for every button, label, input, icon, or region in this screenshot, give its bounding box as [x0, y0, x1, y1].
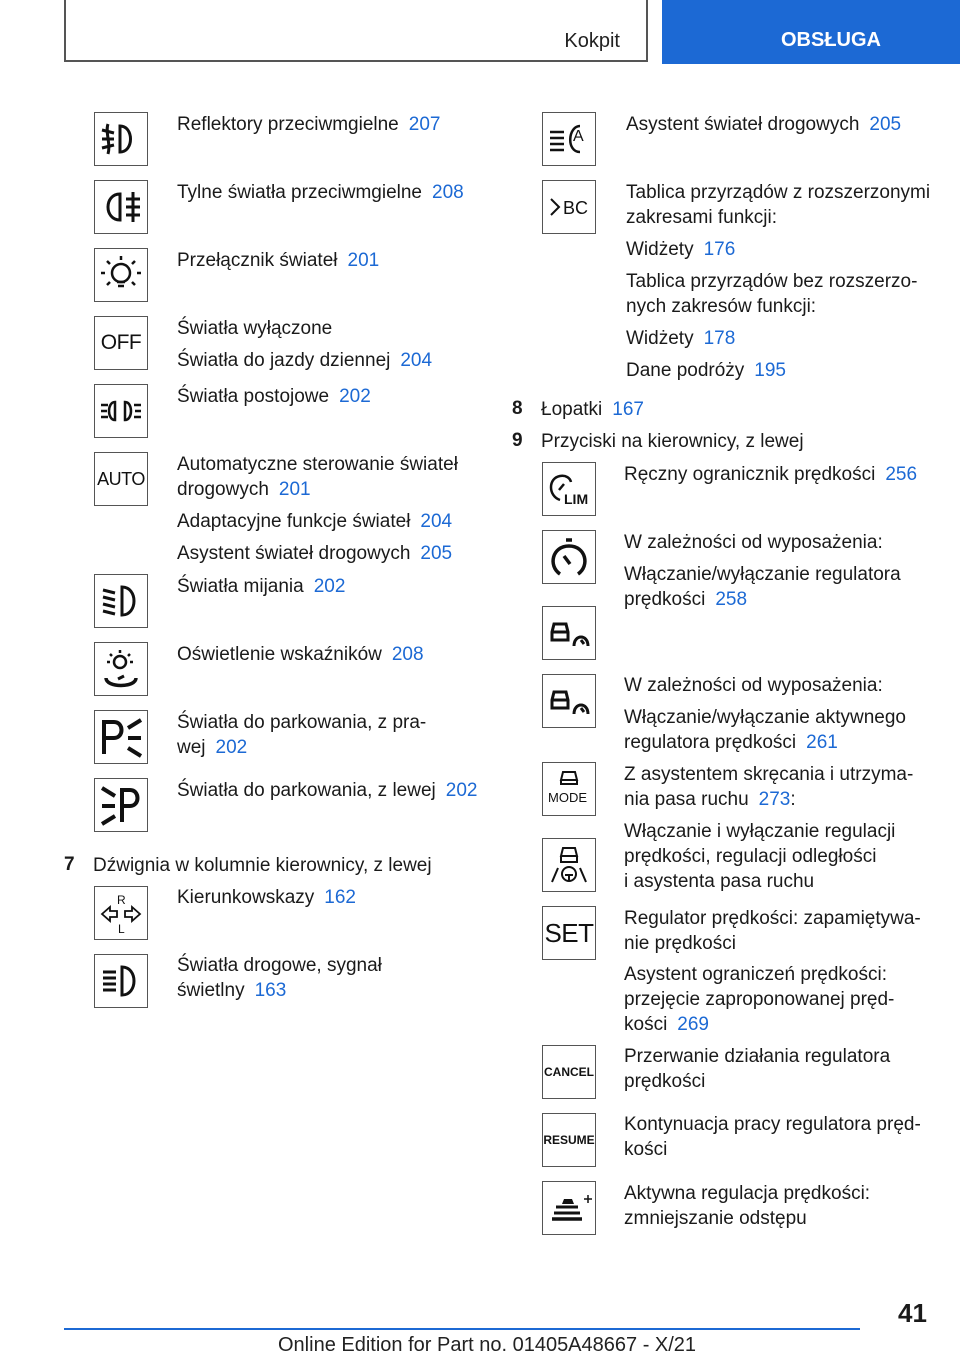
header-frame — [64, 0, 648, 62]
page-ref-link[interactable]: 204 — [420, 511, 453, 532]
text-line: Przerwanie działania regulatora — [624, 1046, 891, 1067]
cruise-car-icon — [542, 606, 596, 660]
page-ref-link[interactable]: 207 — [408, 114, 441, 135]
page-ref-link[interactable]: 202 — [215, 737, 248, 758]
text-line: prędkości — [624, 1071, 706, 1092]
text-line: Asystent świateł drogowych 205 — [626, 114, 902, 135]
svg-text:A: A — [573, 128, 584, 145]
page-ref-link[interactable]: 269 — [677, 1014, 709, 1035]
text-line: Automatyczne sterowanie świateł — [177, 454, 458, 475]
text-line: Oświetlenie wskaźników 208 — [177, 644, 424, 665]
text-line: kości — [624, 1139, 668, 1160]
page-ref-link[interactable]: 205 — [420, 543, 453, 564]
rear-fog-light-icon — [94, 180, 148, 234]
cancel-button-icon: CANCEL — [542, 1045, 596, 1099]
text-line: drogowych 201 — [177, 479, 311, 500]
resume-button-icon: RESUME — [542, 1113, 596, 1167]
parking-light-icon — [94, 384, 148, 438]
lights-off-icon: OFF — [94, 316, 148, 370]
page-ref-link[interactable]: 162 — [324, 887, 356, 908]
bc-button-icon — [542, 180, 596, 234]
item-title: Przyciski na kierownicy, z lewej — [541, 431, 804, 452]
text-line: zakresami funkcji: — [626, 207, 777, 228]
page-ref-link[interactable]: 256 — [885, 464, 918, 485]
text-line: Widżety 178 — [626, 328, 736, 349]
text-line: Kierunkowskazy 162 — [177, 887, 356, 908]
page-ref-link[interactable]: 261 — [806, 732, 838, 753]
text-line: prędkości, regulacji odległości — [624, 846, 877, 867]
text-line: nych zakresów funkcji: — [626, 296, 817, 317]
text-line: W zależności od wyposażenia: — [624, 532, 883, 553]
page-ref-link[interactable]: 205 — [869, 114, 902, 135]
svg-text:BC: BC — [563, 198, 589, 218]
text-line: nia pasa ruchu 273: — [624, 789, 796, 810]
text-line: Włączanie/wyłączanie regulatora — [624, 564, 901, 585]
text-line: Światła postojowe 202 — [177, 386, 371, 407]
text-line: Asystent ograniczeń prędkości: — [624, 964, 887, 985]
text-line: W zależności od wyposażenia: — [624, 675, 883, 696]
page-ref-link[interactable]: 195 — [754, 360, 786, 381]
front-fog-light-icon — [94, 112, 148, 166]
text-line: regulatora prędkości 261 — [624, 732, 838, 753]
text-line: Włączanie i wyłączanie regulacji — [624, 821, 896, 842]
text-line: Tablica przyrządów z rozszerzonymi — [626, 182, 931, 203]
text-line: Włączanie/wyłączanie aktywnego — [624, 707, 906, 728]
text-line: Regulator prędkości: zapamiętywa- — [624, 908, 921, 929]
text-line: Z asystentem skręcania i utrzyma- — [624, 764, 914, 785]
cruise-control-icon — [542, 530, 596, 584]
text-line: Aktywna regulacja prędkości: — [624, 1183, 871, 1204]
page-ref-link[interactable]: 208 — [432, 182, 464, 203]
active-cruise-icon — [542, 674, 596, 728]
page-ref-link[interactable]: 273 — [758, 789, 791, 810]
item-title: Dźwignia w kolumnie kierownicy, z lewej — [93, 855, 432, 876]
text-line: Kontynuacja pracy regulatora pręd- — [624, 1114, 921, 1135]
page-ref-link[interactable]: 202 — [339, 386, 371, 407]
footer-divider — [64, 1328, 860, 1330]
instrument-lighting-icon — [94, 642, 148, 696]
distance-decrease-icon — [542, 1181, 596, 1235]
chapter-tab-label: OBSŁUGA — [781, 28, 881, 51]
text-line: Tablica przyrządów bez rozszerzo- — [626, 271, 918, 292]
text-line: Światła drogowe, sygnał — [177, 955, 382, 976]
text-line: Adaptacyjne funkcje świateł 204 — [177, 511, 453, 532]
low-beam-icon — [94, 574, 148, 628]
text-line: Widżety 176 — [626, 239, 736, 260]
text-line: i asystenta pasa ruchu — [624, 871, 815, 892]
text-line: Dane podróży 195 — [626, 360, 786, 381]
page-ref-link[interactable]: 167 — [612, 399, 644, 420]
text-line: zmniejszanie odstępu — [624, 1208, 807, 1229]
parking-left-icon — [94, 778, 148, 832]
text-line: przejęcie zaproponowanej pręd- — [624, 989, 895, 1010]
page-ref-link[interactable]: 201 — [347, 250, 380, 271]
item-number: 8 — [512, 398, 523, 419]
page-ref-link[interactable]: 202 — [445, 780, 478, 801]
text-line: Światła do parkowania, z pra- — [177, 712, 427, 733]
page-ref-link[interactable]: 201 — [278, 479, 311, 500]
page-ref-link[interactable]: 202 — [313, 576, 346, 597]
page-ref-link[interactable]: 208 — [391, 644, 424, 665]
high-beam-assistant-icon — [542, 112, 596, 166]
item-title: Łopatki 167 — [541, 399, 644, 420]
text-line: nie prędkości — [624, 933, 736, 954]
speed-limiter-icon — [542, 462, 596, 516]
text-line: Reflektory przeciwmgielne 207 — [177, 114, 441, 135]
page-ref-link[interactable]: 178 — [703, 328, 736, 349]
driving-assistant-icon — [542, 838, 596, 892]
mode-button-icon — [542, 762, 596, 816]
text-line: Światła mijania 202 — [177, 576, 346, 597]
item-number: 9 — [512, 430, 523, 451]
svg-text:MODE: MODE — [548, 790, 587, 805]
text-line: Światła do jazdy dziennej 204 — [177, 350, 433, 371]
text-line: Światła do parkowania, z lewej 202 — [177, 780, 478, 801]
footer-edition: Online Edition for Part no. 01405A48667 - X/21 — [278, 1334, 697, 1356]
page-number: 41 — [898, 1298, 927, 1328]
page-ref-link[interactable]: 163 — [254, 980, 287, 1001]
text-line: Ręczny ogranicznik prędkości 256 — [624, 464, 918, 485]
text-line: prędkości 258 — [624, 589, 748, 610]
item-number: 7 — [64, 854, 75, 875]
text-line: wej 202 — [177, 737, 248, 758]
text-line: Światła wyłączone — [177, 318, 333, 339]
light-switch-icon — [94, 248, 148, 302]
text-line: Przełącznik świateł 201 — [177, 250, 380, 271]
set-button-icon: SET — [542, 906, 596, 960]
page-ref-link[interactable]: 258 — [715, 589, 748, 610]
turn-signal-icon — [94, 886, 148, 940]
svg-text:R: R — [117, 893, 126, 907]
high-beam-icon — [94, 954, 148, 1008]
page-ref-link[interactable]: 176 — [703, 239, 736, 260]
parking-right-icon — [94, 710, 148, 764]
svg-text:LIM: LIM — [564, 491, 589, 507]
auto-light-icon: AUTO — [94, 452, 148, 506]
text-line: Asystent świateł drogowych 205 — [177, 543, 453, 564]
text-line: świetlny 163 — [177, 980, 287, 1001]
page-ref-link[interactable]: 204 — [400, 350, 433, 371]
svg-text:L: L — [118, 922, 125, 936]
section-title: Kokpit — [564, 30, 620, 52]
chapter-tab — [662, 0, 960, 64]
text-line: kości 269 — [624, 1014, 709, 1035]
text-line: Tylne światła przeciwmgielne 208 — [177, 182, 464, 203]
